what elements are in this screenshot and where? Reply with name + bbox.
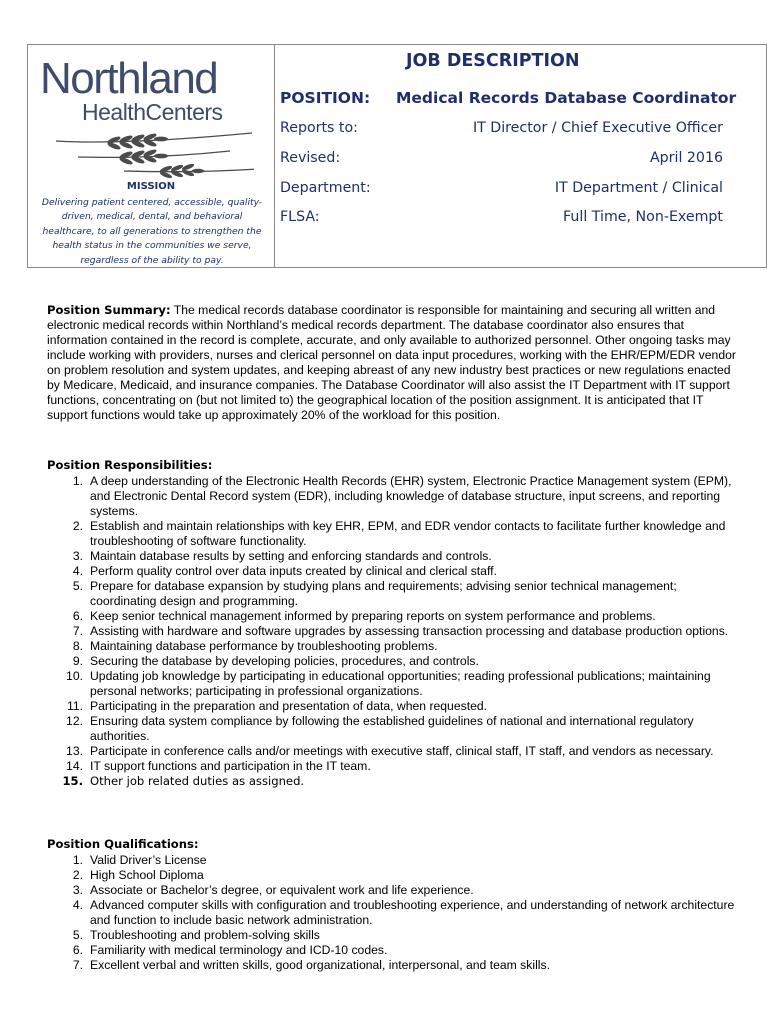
list-text: Familiarity with medical terminology and ICD-10 codes. [90, 943, 388, 957]
list-number: 9. [72, 654, 83, 668]
list-text: A deep understanding of the Electronic Health Records (EHR) system, Electronic Practice Management system (EPM), and Electronic Dental Record system (EDR), including knowledge of database structure, input screens, and reporting systems. [90, 474, 732, 518]
list-number: 5. [72, 928, 83, 942]
list-text: Participating in the preparation and presentation of data, when requested. [90, 699, 488, 713]
department-value: IT Department / Clinical [554, 180, 723, 196]
position-summary-label: Position Summary: [47, 303, 171, 317]
revised-value: April 2016 [649, 150, 723, 166]
header-divider [274, 45, 275, 267]
position-summary [47, 303, 737, 423]
list-text: Excellent verbal and written skills, good organizational, interpersonal, and team skills. [90, 958, 550, 972]
qualifications-list [47, 853, 737, 973]
list-text: Advanced computer skills with configuration and troubleshooting experience, and understanding of network architecture and function to include basic network administration. [90, 898, 735, 927]
list-text: Assisting with hardware and software upgrades by assessing transaction processing and database production options. [90, 624, 729, 638]
list-item [47, 943, 737, 958]
list-item [47, 744, 737, 759]
revised-row [280, 150, 723, 174]
position-value: Medical Records Database Coordinator [396, 89, 737, 107]
list-number: 11. [66, 699, 83, 713]
list-item [47, 564, 737, 579]
list-number: 13. [66, 744, 83, 758]
list-text: Perform quality control over data inputs created by clinical and clerical staff. [90, 564, 497, 578]
list-text: Updating job knowledge by participating in educational opportunities; reading professional publications; maintaining personal networks; participating in professional organizations. [90, 669, 711, 698]
list-number: 4. [72, 564, 83, 578]
list-text: IT support functions and participation in the IT team. [90, 759, 371, 773]
position-row [280, 89, 737, 113]
list-number: 15. [62, 774, 83, 788]
list-number: 2. [72, 519, 83, 533]
list-item [47, 669, 737, 699]
reports-to-row [280, 120, 723, 144]
department-label: Department: [280, 180, 371, 196]
list-text: Securing the database by developing policies, procedures, and controls. [90, 654, 479, 668]
list-item [47, 928, 737, 943]
list-item [47, 714, 737, 744]
list-number: 1. [72, 853, 83, 867]
department-row [280, 180, 723, 204]
list-number: 6. [72, 609, 83, 623]
reports-to-label: Reports to: [280, 120, 358, 136]
list-text: Maintaining database performance by troubleshooting problems. [90, 639, 438, 653]
list-number: 3. [72, 883, 83, 897]
list-number: 8. [72, 639, 83, 653]
logo-wordmark-healthcenters: HealthCenters [82, 99, 223, 125]
company-logo [38, 55, 270, 185]
list-number: 7. [72, 624, 83, 638]
flsa-value: Full Time, Non-Exempt [563, 209, 723, 225]
list-number: 5. [72, 579, 83, 593]
list-text: High School Diploma [90, 868, 204, 882]
list-item [47, 898, 737, 928]
job-description-title: JOB DESCRIPTION [406, 51, 580, 71]
list-item [47, 958, 737, 973]
mission-title: MISSION [126, 181, 176, 192]
list-item [47, 639, 737, 654]
flsa-row [280, 209, 723, 233]
list-number: 7. [72, 958, 83, 972]
list-text: Participate in conference calls and/or meetings with executive staff, clinical staff, IT staff, and vendors as necessary. [90, 744, 714, 758]
list-text: Associate or Bachelor’s degree, or equivalent work and life experience. [90, 883, 474, 897]
position-label: POSITION: [280, 89, 371, 107]
list-item [47, 868, 737, 883]
list-item [47, 609, 737, 624]
responsibilities-list [47, 474, 737, 789]
list-item [47, 549, 737, 564]
list-item [47, 624, 737, 639]
list-item [47, 853, 737, 868]
list-item [47, 883, 737, 898]
job-header-box [27, 44, 767, 268]
list-number: 14. [66, 759, 83, 773]
list-item [47, 654, 737, 669]
list-number: 6. [72, 943, 83, 957]
list-item [47, 519, 737, 549]
mission-statement: Delivering patient centered, accessible, quality-driven, medical, dental, and behavioral healthcare, to all generations to strengthen the health status in the communities we serve, regardless of the ability to pay. [41, 197, 263, 266]
list-item [47, 699, 737, 714]
list-text: Keep senior technical management informed by preparing reports on system performance and problems. [90, 609, 656, 623]
list-item [47, 579, 737, 609]
position-summary-text: The medical records database coordinator is responsible for maintaining and securing all written and electronic medical records within Northland’s medical records department. The database coordinator also ensures that information contained in the record is complete, accurate, and only available to authorized personnel. Other ongoing tasks may include working with providers, nurses and clerical personnel on data input procedures, working with the EHR/EPM/EDR vendor on problem resolution and system updates, and keeping abreast of any new industry best practices or new regulations enacted by Medicare, Medicaid, and insurance companies. The Database Coordinator will also assist the IT Department with IT support functions, concentrating on (but not limited to) the geographical location of the position assignment. It is anticipated that IT support functions would take up approximately 20% of the workload for this position. [47, 303, 736, 422]
reports-to-value: IT Director / Chief Executive Officer [472, 120, 723, 136]
revised-label: Revised: [280, 150, 341, 166]
list-item [47, 474, 737, 519]
logo-wordmark-northland: Northland [40, 54, 218, 103]
list-number: 1. [72, 474, 83, 488]
list-number: 10. [66, 669, 83, 683]
list-item [47, 774, 737, 789]
list-number: 4. [72, 898, 83, 912]
list-text: Other job related duties as assigned. [90, 774, 305, 788]
list-item [47, 759, 737, 774]
list-text: Establish and maintain relationships with key EHR, EPM, and EDR vendor contacts to facilitate further knowledge and troubleshooting of software functionality. [90, 519, 726, 548]
list-text: Prepare for database expansion by studying plans and requirements; advising senior technical management; coordinating design and programming. [90, 579, 677, 608]
list-text: Valid Driver’s License [90, 853, 207, 867]
wheat-icon [54, 125, 254, 187]
flsa-label: FLSA: [280, 209, 320, 225]
list-number: 12. [66, 714, 83, 728]
responsibilities-heading: Position Responsibilities: [47, 458, 213, 472]
list-text: Troubleshooting and problem-solving skills [90, 928, 320, 942]
qualifications-heading: Position Qualifications: [47, 837, 199, 851]
list-text: Ensuring data system compliance by following the established guidelines of national and international regulatory authorities. [90, 714, 694, 743]
list-number: 3. [72, 549, 83, 563]
list-text: Maintain database results by setting and enforcing standards and controls. [90, 549, 492, 563]
list-number: 2. [72, 868, 83, 882]
